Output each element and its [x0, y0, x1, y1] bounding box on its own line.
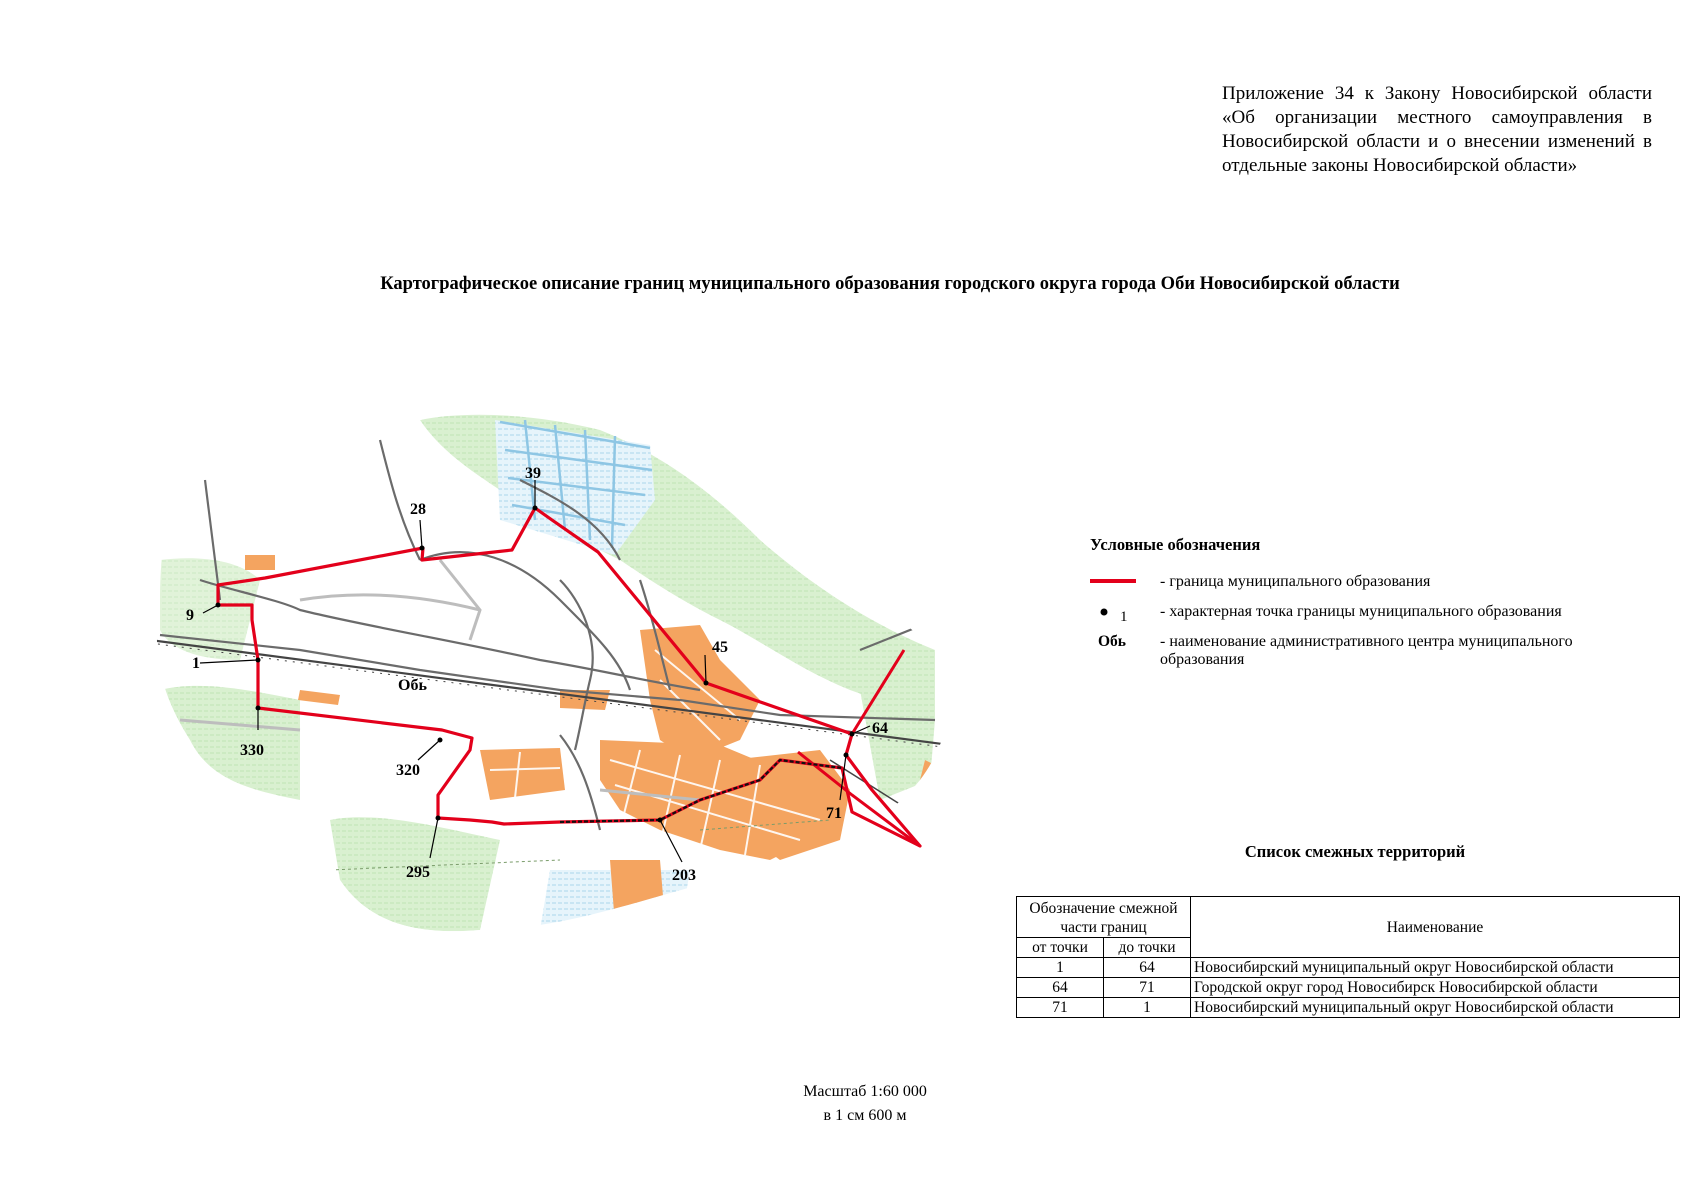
- point-label: 330: [240, 742, 264, 759]
- to-cell: 64: [1104, 958, 1191, 978]
- point-label: 71: [826, 805, 842, 822]
- header-note: Приложение 34 к Закону Новосибирской области «Об организации местного самоуправления в Новосибирской области и о внесении изменений в отдельные законы Новосибирской области»: [1222, 83, 1652, 176]
- legend-text: - граница муниципального образования: [1160, 573, 1431, 590]
- scale-distance: в 1 см 600 м: [823, 1107, 907, 1124]
- to-cell: 1: [1104, 998, 1191, 1018]
- point-label: 45: [712, 639, 728, 656]
- legend: [1090, 535, 1650, 683]
- scale-ratio: Масштаб 1:60 000: [803, 1083, 927, 1100]
- table-row: [1017, 978, 1680, 998]
- from-cell: 71: [1017, 998, 1104, 1018]
- point-label: 295: [406, 864, 430, 881]
- legend-red-line-symbol: [1090, 573, 1150, 597]
- legend-text: - наименование административного центра муниципального образования: [1160, 633, 1573, 668]
- page-title: Картографическое описание границ муниципального образования городского округа города Оби Новосибирской области: [380, 274, 1400, 294]
- adjacent-table: [1016, 896, 1680, 1018]
- table-row: [1017, 998, 1680, 1018]
- legend-item-center: [1090, 633, 1650, 683]
- map-background: [150, 395, 950, 940]
- city-label: Обь: [398, 677, 427, 694]
- table-header-row: [1017, 897, 1680, 938]
- legend-text: - характерная точка границы муниципального образования: [1160, 603, 1562, 620]
- legend-title: Условные обозначения: [1090, 535, 1261, 554]
- header-from-cell: от точки: [1017, 938, 1104, 958]
- point-label: 39: [525, 465, 541, 482]
- point-label: 320: [396, 762, 420, 779]
- header-name-cell: Наименование: [1191, 897, 1680, 958]
- point-label: 28: [410, 501, 426, 518]
- from-cell: 64: [1017, 978, 1104, 998]
- point-label: 9: [186, 607, 194, 624]
- to-cell: 71: [1104, 978, 1191, 998]
- scale-note: [750, 1080, 980, 1128]
- point-label: 203: [672, 867, 696, 884]
- legend-item-boundary: [1090, 573, 1650, 603]
- legend-center-label: Обь: [1098, 633, 1127, 650]
- legend-center-symbol: [1090, 633, 1150, 657]
- table-row: [1017, 958, 1680, 978]
- from-cell: 1: [1017, 958, 1104, 978]
- legend-item-point: [1090, 603, 1650, 633]
- name-cell: Городской округ город Новосибирск Новосибирской области: [1191, 978, 1680, 998]
- header-group-cell: Обозначение смежной части границ: [1017, 897, 1191, 938]
- point-label: 1: [192, 655, 200, 672]
- adjacent-title: Список смежных территорий: [1244, 842, 1466, 861]
- header-to-cell: до точки: [1104, 938, 1191, 958]
- point-label: 64: [872, 720, 888, 737]
- name-cell: Новосибирский муниципальный округ Новосибирской области: [1191, 998, 1680, 1018]
- legend-point-symbol: [1090, 603, 1150, 627]
- boundary-map: [150, 395, 950, 940]
- legend-point-label: 1: [1120, 609, 1128, 625]
- name-cell: Новосибирский муниципальный округ Новосибирской области: [1191, 958, 1680, 978]
